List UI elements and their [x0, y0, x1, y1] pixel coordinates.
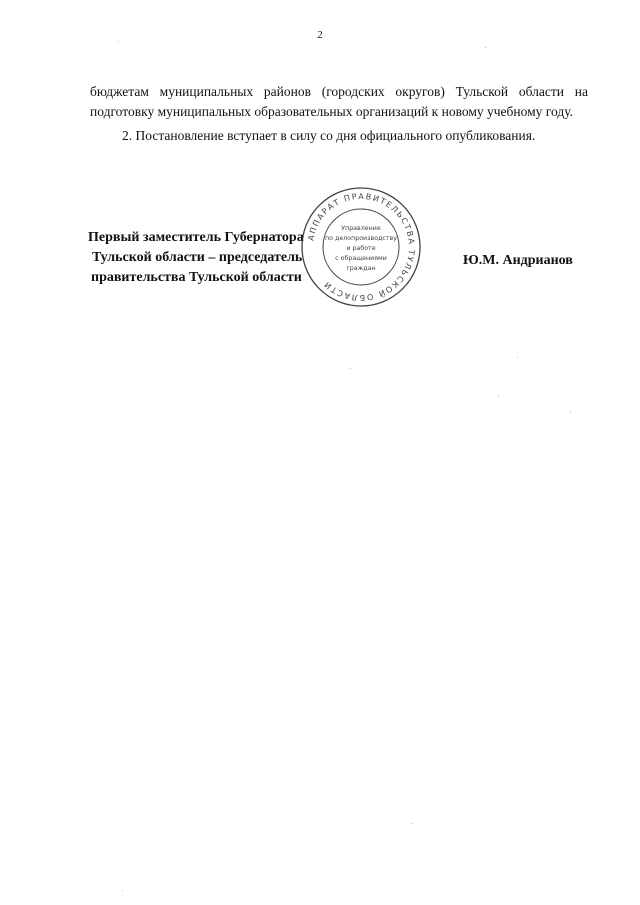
scan-speck	[412, 823, 413, 824]
position-line-2: Тульской области – председатель	[92, 250, 303, 265]
paragraph-2: 2. Постановление вступает в силу со дня официального опубликования.	[122, 128, 536, 143]
signatory-name: Ю.М. Андрианов	[463, 253, 573, 268]
scan-speck	[498, 396, 499, 397]
document-body	[90, 82, 588, 146]
svg-text:и работе: и работе	[346, 245, 376, 252]
svg-text:граждан: граждан	[346, 265, 376, 272]
svg-text:с обращениями: с обращениями	[335, 255, 387, 262]
position-line-1: Первый заместитель Губернатора	[88, 230, 304, 245]
position-line-3: правительства Тульской области	[91, 270, 302, 285]
scan-speck	[485, 47, 486, 48]
paragraph-1: бюджетам муниципальных районов (городских округов) Тульской области на подготовку муниципальных образовательных организаций к новому учебному году.	[90, 84, 588, 119]
scan-speck	[118, 41, 119, 42]
scan-speck	[570, 411, 571, 412]
page-number: 2	[317, 29, 323, 41]
scan-speck	[517, 357, 518, 358]
official-seal	[300, 186, 422, 308]
svg-text:по делопроизводству: по делопроизводству	[325, 235, 397, 242]
signatory-position	[88, 228, 304, 288]
scan-speck	[350, 368, 351, 369]
svg-text:АППАРАТ ПРАВИТЕЛЬСТВА ТУЛЬСКОЙ: АППАРАТ ПРАВИТЕЛЬСТВА ТУЛЬСКОЙ ОБЛАСТИ	[306, 191, 417, 303]
scan-speck	[122, 890, 123, 891]
svg-text:Управление: Управление	[341, 225, 381, 232]
